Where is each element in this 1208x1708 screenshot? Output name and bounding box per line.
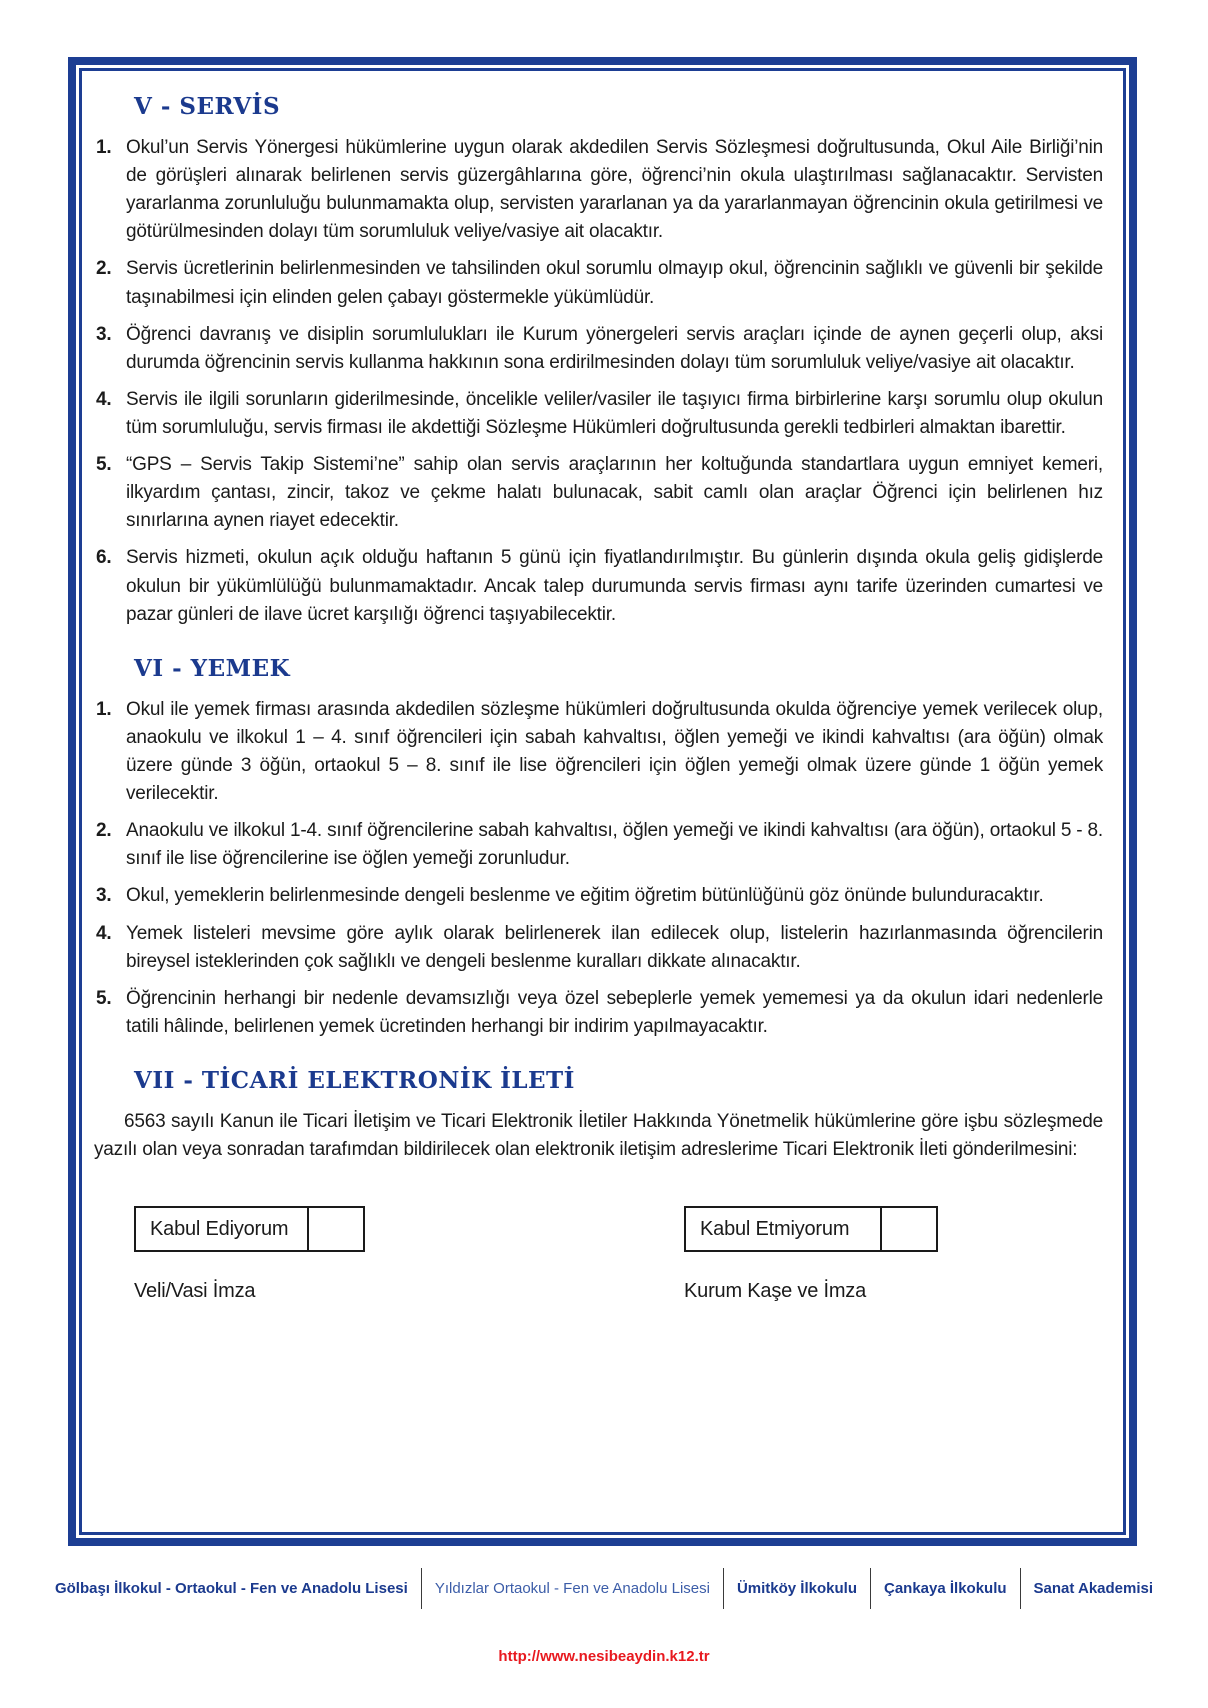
accept-label: Kabul Ediyorum [150, 1217, 289, 1240]
list-item [96, 451, 1103, 535]
item-number: 5. [96, 987, 112, 1009]
item-number: 4. [96, 388, 112, 410]
accept-box [134, 1206, 365, 1252]
accept-checkbox[interactable] [307, 1208, 363, 1250]
item-number: 1. [96, 698, 112, 720]
item-text: Öğrencinin herhangi bir nedenle devamsızlığı veya özel sebeplerle yemek yememesi ya da okulun idari nedenlerle tatili hâlinde, belirlenen yemek ücretinden herhangi bir indirim yapılmayacaktır. [126, 987, 1103, 1037]
acceptance-row [94, 1206, 1103, 1252]
item-number: 2. [96, 820, 112, 842]
reject-label: Kabul Etmiyorum [700, 1217, 850, 1240]
signature-row [94, 1280, 1103, 1308]
footer-school-name: Çankaya İlkokulu [871, 1568, 1021, 1609]
list-item [96, 882, 1103, 910]
footer-school-name: Gölbaşı İlkokul - Ortaokul - Fen ve Anadolu Lisesi [42, 1568, 422, 1609]
item-text: Okul, yemeklerin belirlenmesinde dengeli beslenme ve eğitim öğretim bütünlüğünü göz önünde bulunduracaktır. [126, 885, 1044, 907]
list-item [96, 920, 1103, 976]
website-link[interactable]: http://www.nesibeaydin.k12.tr [498, 1648, 710, 1665]
list-item [96, 386, 1103, 442]
document-border-frame [68, 57, 1137, 1546]
item-number: 5. [96, 454, 112, 476]
item-number: 3. [96, 885, 112, 907]
section-paragraph: 6563 sayılı Kanun ile Ticari İletişim ve Ticari Elektronik İletiler Hakkında Yönetmelik hükümlerine göre işbu sözleşmede yazılı olan veya sonradan tarafımdan bildirilecek olan elektronik iletişim adreslerime Ticari Elektronik İleti gönderilmesini: [94, 1110, 1103, 1161]
list-item [96, 985, 1103, 1041]
footer-school-list [0, 1568, 1208, 1609]
list-item [96, 321, 1103, 377]
item-number: 4. [96, 922, 112, 944]
item-text: Servis ile ilgili sorunların giderilmesinde, öncelikle veliler/vasiler ile taşıyıcı firma birbirlerine karşı sorumlu olup okulun tüm sorumluluğu, servis firması ile akdettiği Sözleşme Hükümleri doğrultusunda gerekli tedbirleri almaktan ibarettir. [126, 388, 1103, 438]
item-number: 1. [96, 137, 112, 158]
list-item [96, 696, 1103, 808]
item-text: Okul’un Servis Yönergesi hükümlerine uygun olarak akdedilen Servis Sözleşmesi doğrultusunda, Okul Aile Birliği’nin de görüşleri alınarak belirlenen servis güzergâhlarına göre, öğrenci’nin okula ulaştırılması sağlanacaktır. Servisten yararlanma zorunluluğu bulunmamakta olup, servisten yararlanan ya da yararlanmayan öğrencinin okula getirilmesi ve götürülmesinden dolayı tüm sorumluluk veliye/vasiye ait olacaktır. [126, 137, 1103, 243]
institution-signature-label: Kurum Kaşe ve İmza [684, 1280, 867, 1303]
document-content [79, 68, 1126, 1535]
section-heading: VII - TİCARİ ELEKTRONİK İLETİ [134, 1066, 575, 1094]
item-text: “GPS – Servis Takip Sistemi’ne” sahip olan servis araçlarının her koltuğunda standartlara uygun emniyet kemeri, ilkyardım çantası, zincir, takoz ve çekme halatı bulunacak, sabit camlı olan araçlar Öğrenci için belirlenen hız sınırlarına aynen riayet edecektir. [126, 454, 1103, 532]
guardian-signature-label: Veli/Vasi İmza [134, 1280, 256, 1303]
reject-checkbox[interactable] [880, 1208, 936, 1250]
item-text: Yemek listeleri mevsime göre aylık olarak belirlenerek ilan edilecek olup, listelerin hazırlanmasında öğrencilerin bireysel isteklerinden çok sağlıklı ve dengeli beslenme kuralları dikkate alınacaktır. [126, 922, 1103, 972]
list-item [96, 544, 1103, 628]
item-text: Okul ile yemek firması arasında akdedilen sözleşme hükümleri doğrultusunda okulda öğrenciye yemek verilecek olup, anaokulu ve ilkokul 1 – 4. sınıf öğrencileri için sabah kahvaltısı, öğlen yemeği ve ikindi kahvaltısı (ara öğün) olmak üzere günde 3 öğün, ortaokul 5 – 8. sınıf ile lise öğrencileri için öğlen yemeği olmak üzere günde 1 öğün yemek verilecektir. [126, 698, 1103, 805]
sections-container [94, 93, 1103, 1164]
list-item [96, 134, 1103, 246]
footer-school-name: Sanat Akademisi [1033, 1580, 1154, 1597]
item-number: 2. [96, 258, 112, 280]
item-text: Servis ücretlerinin belirlenmesinden ve tahsilinden okul sorumlu olmayıp okul, öğrencinin sağlıklı ve güvenli bir şekilde taşınabilmesi için elinden gelen çabayı göstermekle yükümlüdür. [126, 258, 1103, 308]
item-text: Öğrenci davranış ve disiplin sorumlulukları ile Kurum yönergeleri servis araçları içinde de aynen geçerli olup, aksi durumda öğrencinin servis kullanma hakkının sona erdirilmesinden dolayı tüm sorumluluk veliye/vasiye ait olacaktır. [126, 323, 1103, 373]
list-item [96, 255, 1103, 311]
list-item [96, 817, 1103, 873]
item-number: 6. [96, 547, 112, 569]
item-text: Anaokulu ve ilkokul 1-4. sınıf öğrencilerine sabah kahvaltısı, öğlen yemeği ve ikindi kahvaltısı (ara öğün), ortaokul 5 - 8. sınıf ile lise öğrencilerine ise öğlen yemeği zorunludur. [126, 820, 1103, 870]
footer-school-name: Yıldızlar Ortaokul - Fen ve Anadolu Lisesi [422, 1568, 724, 1609]
reject-box [684, 1206, 938, 1252]
item-number: 3. [96, 323, 112, 345]
footer-school-name: Ümitköy İlkokulu [724, 1568, 871, 1609]
section-heading: VI - YEMEK [134, 654, 291, 682]
item-text: Servis hizmeti, okulun açık olduğu haftanın 5 günü için fiyatlandırılmıştır. Bu günlerin dışında okula geliş gidişlerde okulun bir yükümlülüğü bulunmamaktadır. Ancak talep durumunda servis firması aynı tarife üzerinden cumartesi ve pazar günleri de ilave ücret karşılığı öğrenci taşıyabilecektir. [126, 547, 1103, 625]
section-heading: V - SERVİS [134, 93, 281, 120]
